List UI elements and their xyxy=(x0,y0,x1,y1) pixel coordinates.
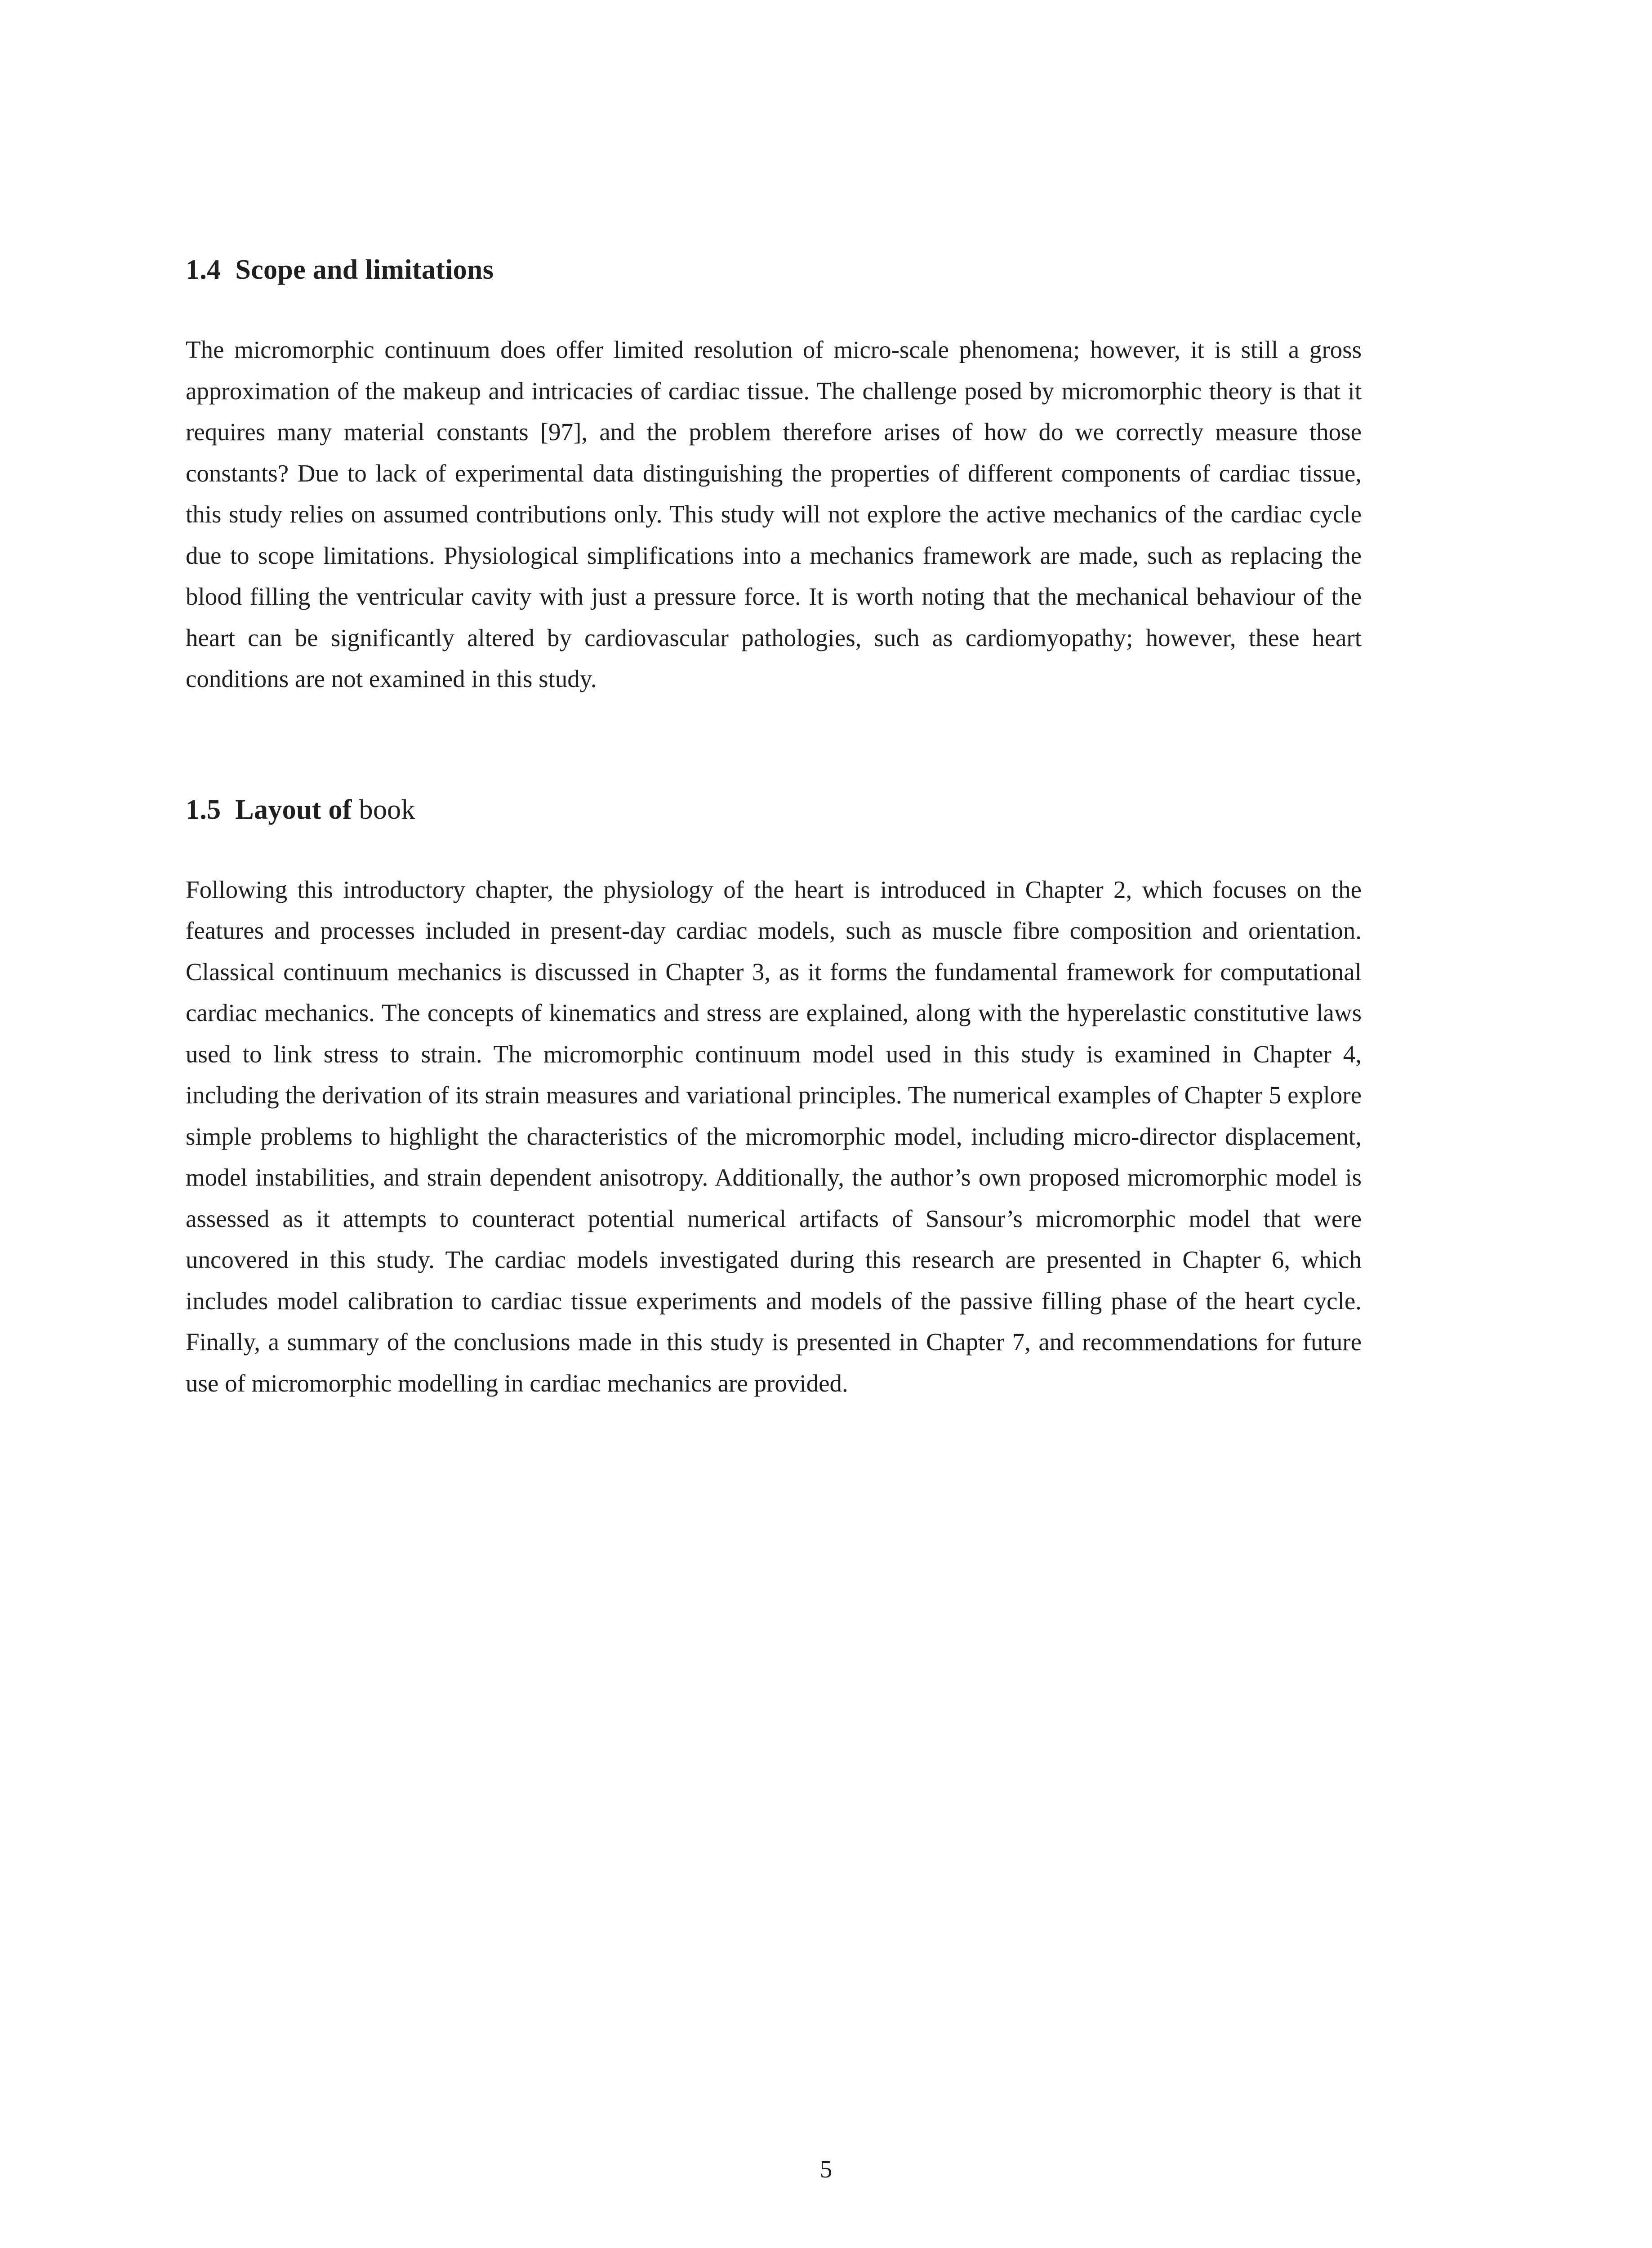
section-paragraph: The micromorphic continuum does offer limited resolution of micro-scale phenomena; however, it is still a gross approximation of the makeup and intricacies of cardiac tissue. The challenge posed by micromorphic theory is that it requires many material constants [97], and the problem therefore arises of how do we correctly measure those constants? Due to lack of experimental data distinguishing the properties of different components of cardiac tissue, this study relies on assumed contributions only. This study will not explore the active mechanics of the cardiac cycle due to scope limitations. Physiological simplifications into a mechanics framework are made, such as replacing the blood filling the ventricular cavity with just a pressure force. It is worth noting that the mechanical behaviour of the heart can be significantly altered by cardiovascular pathologies, such as cardiomyopathy; however, these heart conditions are not examined in this study. xyxy=(186,336,1362,692)
section-number: 1.5 xyxy=(186,794,221,825)
section-title: Layout of xyxy=(235,794,352,825)
section-paragraph: Following this introductory chapter, the physiology of the heart is introduced in Chapter 2, which focuses on the features and processes included in present-day cardiac models, such as muscle fibre composition and orientation. Classical continuum mechanics is discussed in Chapter 3, as it forms the fundamental framework for computational cardiac mechanics. The concepts of kinematics and stress are explained, along with the hyperelastic constitutive laws used to link stress to strain. The micromorphic continuum model used in this study is examined in Chapter 4, including the derivation of its strain measures and variational principles. The numerical examples of Chapter 5 explore simple problems to highlight the characteristics of the micromorphic model, including micro-director displacement, model instabilities, and strain dependent anisotropy. Additionally, the author’s own proposed micromorphic model is assessed as it attempts to counteract potential numerical artifacts of Sansour’s micromorphic model that were uncovered in this study. The cardiac models investigated during this research are presented in Chapter 6, which includes model calibration to cardiac tissue experiments and models of the passive filling phase of the heart cycle. Finally, a summary of the conclusions made in this study is presented in Chapter 7, and recommendations for future use of micromorphic modelling in cardiac mechanics are provided. xyxy=(186,875,1362,1397)
section-number: 1.4 xyxy=(186,254,221,285)
section-heading xyxy=(186,792,1362,828)
section-title: Scope and limitations xyxy=(235,254,494,285)
section-scope-and-limitations xyxy=(186,252,1362,700)
section-heading xyxy=(186,252,1362,288)
page-number: 5 xyxy=(819,2155,833,2183)
section-layout-of-book xyxy=(186,792,1362,1404)
page-content xyxy=(186,252,1362,1496)
section-title-tail: book xyxy=(359,794,415,825)
